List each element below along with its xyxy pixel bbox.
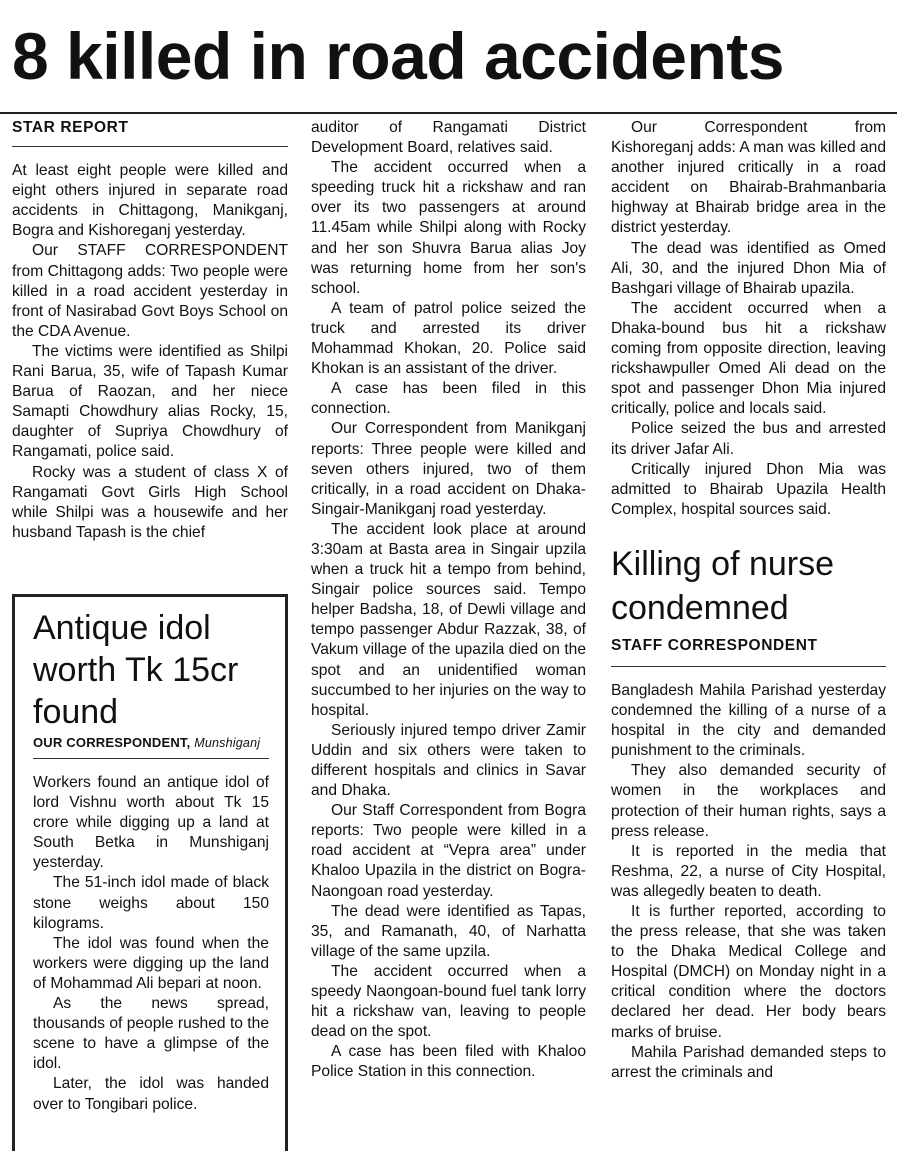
antique-idol-headline: Antique idol worth Tk 15cr found — [33, 609, 239, 731]
main-story-paragraph: The dead were identified as Tapas, 35, and Ramanath, 40, of Narhatta village of the same upzila. — [311, 902, 586, 960]
headline-rule — [0, 112, 897, 114]
main-story-paragraph: Our Correspondent from Manikganj reports: Three people were killed and seven others injured, two of them critically, in a road accident on Dhaka-Singair-Manikganj road yesterday. — [311, 420, 586, 518]
main-headline: 8 killed in road accidents — [12, 19, 784, 93]
main-story-paragraph: auditor of Rangamati District Development Board, relatives said. — [311, 119, 586, 157]
nurse-story-headline: Killing of nurse condemned — [611, 544, 835, 627]
main-story-paragraph: Critically injured Dhon Mia was admitted to Bhairab Upazila Health Complex, hospital sources said. — [611, 460, 886, 518]
nurse-story-byline: STAFF CORRESPONDENT — [611, 636, 886, 667]
main-story-paragraph: The dead was identified as Omed Ali, 30, and the injured Dhon Mia of Bashgari village of Bhairab upazila. — [611, 239, 886, 297]
main-story-paragraph: Our Correspondent from Kishoreganj adds: A man was killed and another injured critically in a road accident on Bhairab-Brahmanbaria highway at Bhairab bridge area in the district yesterday. — [611, 119, 886, 237]
main-story-paragraph: The victims were identified as Shilpi Rani Barua, 35, wife of Tapash Kumar Barua of Raozan, and her niece Samapti Chowdhury alias Rocky, 15, daughter of Supriya Chowdhury of Rangamati, police said. — [12, 342, 288, 461]
antique-idol-story-box — [12, 594, 288, 1151]
antique-idol-body — [33, 773, 269, 1115]
antique-idol-paragraph: Workers found an antique idol of lord Vishnu worth about Tk 15 crore while digging up a land at South Betka in Munshiganj yesterday. — [33, 774, 269, 872]
main-story-paragraph: A case has been filed in this connection. — [311, 380, 586, 418]
main-story-paragraph: Our Staff Correspondent from Bogra reports: Two people were killed in a road accident at “Vepra area” under Khaloo Upazila in the district on Bogra-Naongoan road yesterday. — [311, 802, 586, 900]
nurse-story-paragraph: It is reported in the media that Reshma, 22, a nurse of City Hospital, was allegedly beaten to death. — [611, 842, 886, 900]
column-2 — [311, 118, 586, 1083]
main-story-paragraph: Our STAFF CORRESPONDENT from Chittagong adds: Two people were killed in a road accident yesterday in front of Nasirabad Govt Boys School on the CDA Avenue. — [12, 242, 288, 340]
column-3 — [611, 118, 886, 1083]
main-story-byline: STAR REPORT — [12, 118, 288, 147]
dateline: Munshiganj — [194, 736, 261, 750]
byline-text: OUR CORRESPONDENT, — [33, 735, 191, 750]
main-story-paragraph: The accident occurred when a speedy Naongoan-bound fuel tank lorry hit a rickshaw van, leaving to people dead on the spot. — [311, 962, 586, 1041]
main-story-paragraph: Police seized the bus and arrested its driver Jafar Ali. — [611, 420, 886, 458]
main-story-paragraph: The accident look place at around 3:30am at Basta area in Singair upzila when a truck hit a tempo from behind, Singair police sources said. Tempo helper Badsha, 18, of Dewli village and tempo passenger Abdur Razzak, 38, of Vakum village of the upazila died on the spot and an unidentified woman succumbed to her injuries on the way to hospital. — [311, 520, 586, 719]
antique-idol-paragraph: As the news spread, thousands of people rushed to the scene to have a glimpse of the idol. — [33, 995, 269, 1073]
main-story-paragraph: Seriously injured tempo driver Zamir Uddin and six others were taken to different hospitals and clinics in Savar and Dhaka. — [311, 721, 586, 800]
antique-idol-byline — [33, 735, 269, 759]
antique-idol-paragraph: The 51-inch idol made of black stone weighs about 150 kilograms. — [33, 874, 269, 932]
column-1 — [12, 118, 288, 543]
main-story-paragraph: A team of patrol police seized the truck and arrested its driver Mohammad Khokan, 20. Police said Khokan is an assistant of the driver. — [311, 299, 586, 378]
nurse-story-paragraph: Bangladesh Mahila Parishad yesterday condemned the killing of a nurse of a hospital in the city and demanded punishment to the criminals. — [611, 681, 886, 760]
main-story-paragraph: Rocky was a student of class X of Rangamati Govt Girls High School while Shilpi was a housewife and her husband Tapash is the chief — [12, 463, 288, 541]
main-story-paragraph: A case has been filed with Khaloo Police Station in this connection. — [311, 1043, 586, 1081]
antique-idol-paragraph: The idol was found when the workers were digging up the land of Mohammad Ali bepari at noon. — [33, 934, 269, 992]
nurse-story-paragraph: It is further reported, according to the press release, that she was taken to the Dhaka Medical College and Hospital (DMCH) on Monday night in a critical condition where the doctors declared her dead. Her body bears marks of bruise. — [611, 903, 886, 1041]
main-story-paragraph: The accident occurred when a speeding truck hit a rickshaw and ran over its two passengers at around 11.45am while Shilpi along with Rocky and her son Shuvra Barua alias Joy was returning home from her son's school. — [311, 159, 586, 297]
nurse-story-paragraph: They also demanded security of women in the workplaces and protection of their human rights, says a press release. — [611, 762, 886, 840]
main-story-paragraph: The accident occurred when a Dhaka-bound bus hit a rickshaw coming from opposite direction, leaving rickshawpuller Omed Ali dead on the spot and passenger Dhon Mia injured critically, police and locals said. — [611, 299, 886, 418]
antique-idol-paragraph: Later, the idol was handed over to Tongibari police. — [33, 1075, 269, 1113]
nurse-story-paragraph: Mahila Parishad demanded steps to arrest the criminals and — [611, 1043, 886, 1081]
main-story-paragraph: At least eight people were killed and eight others injured in separate road accidents in Chittagong, Manikganj, Bogra and Kishoreganj yesterday. — [12, 162, 288, 240]
